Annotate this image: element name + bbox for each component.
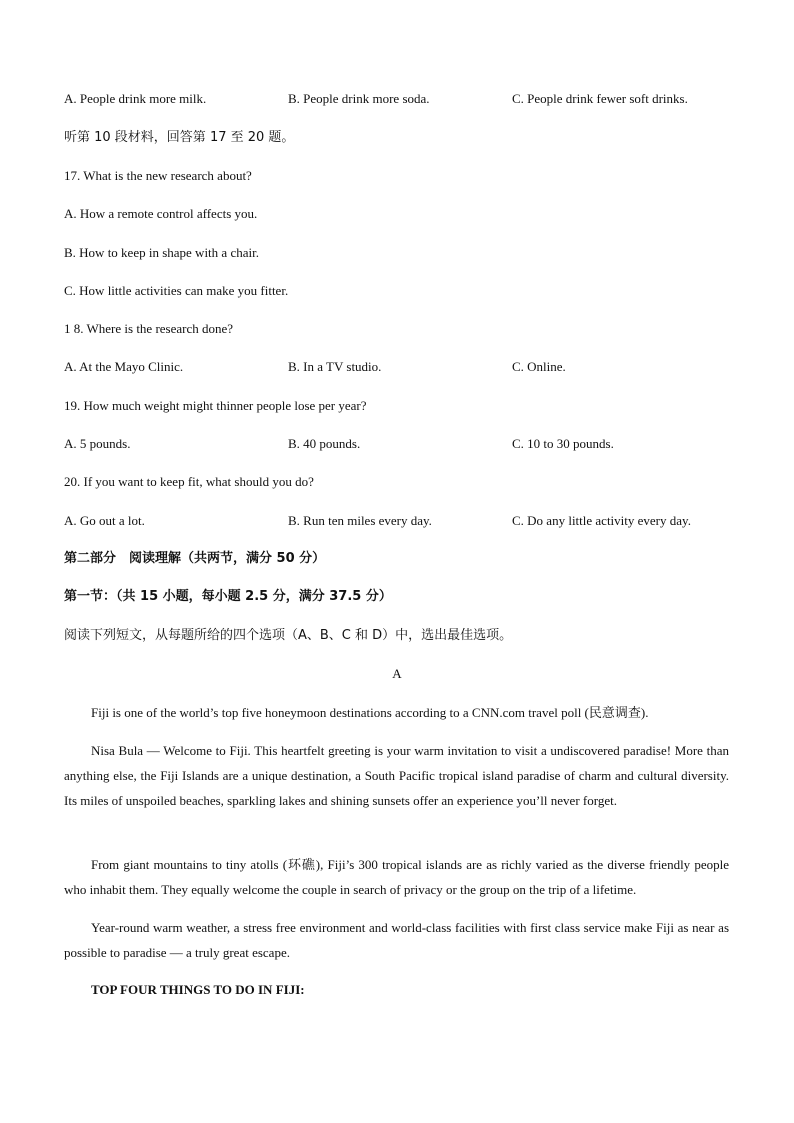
section1-title: 第一节：（共 15 小题，每小题 2.5 分，满分 37.5 分） — [64, 589, 392, 604]
q18-question: 1 8. Where is the research done? — [64, 321, 234, 336]
q19-question: 19. How much weight might thinner people lose per year? — [64, 398, 367, 413]
passage-paragraph-1: Fiji is one of the world’s top five honeymoon destinations according to a CNN.com travel poll (民意调查). — [91, 705, 649, 720]
section10-intro: 听第 10 段材料，回答第 17 至 20 题。 — [64, 130, 295, 145]
part2-title: 第二部分 阅读理解（共两节，满分 50 分） — [64, 551, 326, 566]
q18-option-b: B. In a TV studio. — [288, 359, 382, 374]
reading-instructions: 阅读下列短文，从每题所给的四个选项（A、B、C 和 D）中，选出最佳选项。 — [64, 628, 513, 643]
q17-option-b: B. How to keep in shape with a chair. — [64, 245, 259, 260]
q20-option-b: B. Run ten miles every day. — [288, 513, 432, 528]
q18-option-c: C. Online. — [512, 359, 566, 374]
q19-option-a: A. 5 pounds. — [64, 436, 131, 451]
q16-option-b: B. People drink more soda. — [288, 91, 430, 106]
q20-question: 20. If you want to keep fit, what should you do? — [64, 474, 314, 489]
q20-option-a: A. Go out a lot. — [64, 513, 145, 528]
q16-option-a: A. People drink more milk. — [64, 91, 207, 106]
q19-option-b: B. 40 pounds. — [288, 436, 361, 451]
q16-option-c: C. People drink fewer soft drinks. — [512, 91, 688, 106]
passage-subheading: TOP FOUR THINGS TO DO IN FIJI: — [91, 982, 305, 997]
q20-option-c: C. Do any little activity every day. — [512, 513, 691, 528]
q17-option-a: A. How a remote control affects you. — [64, 206, 258, 221]
passage-label: A — [392, 666, 402, 681]
q17-question: 17. What is the new research about? — [64, 168, 252, 183]
q19-option-c: C. 10 to 30 pounds. — [512, 436, 614, 451]
passage-paragraph-3: From giant mountains to tiny atolls (环礁), Fiji’s 300 tropical islands are as richly varied as the diverse friendly people who inhabit them. They equally welcome the couple in search of privacy or the group on the trip of a lifetime. — [64, 857, 729, 897]
passage-paragraph-2: Nisa Bula — Welcome to Fiji. This heartfelt greeting is your warm invitation to visit a undiscovered paradise! More than anything else, the Fiji Islands are a unique destination, a South Pacific tropical island paradise of charm and cultural diversity. Its miles of unspoiled beaches, sparkling lakes and shining sunsets offer an experience you’ll never forget. — [64, 743, 729, 808]
passage-paragraph-4: Year-round warm weather, a stress free environment and world-class facilities with first class service make Fiji as near as possible to paradise — a truly great escape. — [64, 920, 729, 960]
q17-option-c: C. How little activities can make you fitter. — [64, 283, 289, 298]
q18-option-a: A. At the Mayo Clinic. — [64, 359, 184, 374]
